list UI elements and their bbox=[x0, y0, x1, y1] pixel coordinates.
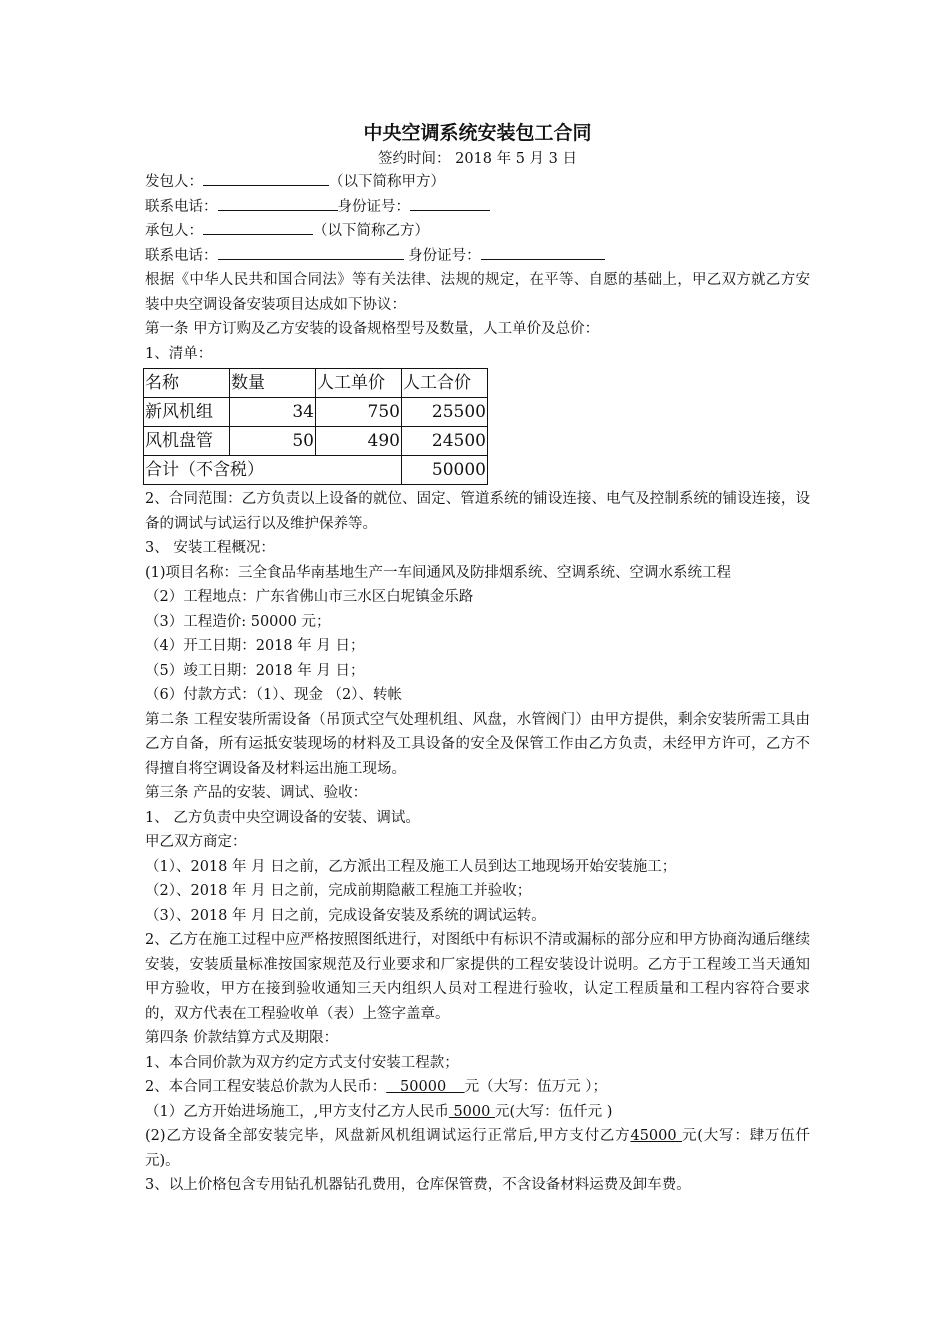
article-3-p3: 2、乙方在施工过程中应严格按照图纸进行，对图纸中有标识不清或漏标的部分应和甲方协商沟通后继续安装，安装质量标准按国家规范及行业要求和厂家提供的工程安装设计说明。乙方于工程竣工当天通知甲方验收，甲方在接到验收通知三天内组织人员对工程进行验收，认定工程质量和工程内容符合要求的，双方代表在工程验收单（表）上签字盖章。 bbox=[145, 932, 810, 1022]
total-price-words: 元（大写：伍万元 ）； bbox=[464, 1079, 607, 1095]
id-label: 身份证号： bbox=[337, 198, 410, 215]
article-3-heading: 第三条 产品的安装、调试、验收： bbox=[145, 785, 368, 801]
table-cell: 风机盘管 bbox=[144, 427, 230, 456]
list-label: 1、清单： bbox=[145, 345, 213, 362]
scope-paragraph: 2、合同范围：乙方负责以上设备的就位、固定、管道系统的铺设连接、电气及控制系统的铺设连接，设备的调试与试运行以及维护保养等。 bbox=[145, 491, 810, 532]
table-cell: 24500 bbox=[402, 427, 488, 456]
phone-label-2: 联系电话： bbox=[145, 247, 218, 264]
employer-suffix: （以下简称甲方） bbox=[329, 174, 445, 190]
article-4-heading: 第四条 价款结算方式及期限： bbox=[145, 1030, 339, 1046]
article-4-p4 bbox=[145, 1124, 810, 1173]
employer-phone-line bbox=[145, 195, 810, 220]
overview-item: （5）竣工日期：2018 年 月 日； bbox=[145, 662, 365, 679]
total-price-label: 2、本合同工程安装总价款为人民币： bbox=[145, 1079, 387, 1095]
overview-item: （4）开工日期：2018 年 月 日； bbox=[145, 638, 365, 654]
final-payment-label: (2)乙方设备全部安装完毕，风盘新风机组调试运行正常后,甲方支付乙方 bbox=[145, 1128, 631, 1144]
employer-blank bbox=[203, 171, 329, 186]
id-label-2: 身份证号： bbox=[403, 247, 481, 264]
contractor-label: 承包人： bbox=[145, 223, 203, 239]
table-total-row bbox=[144, 456, 488, 485]
employer-line bbox=[145, 170, 810, 195]
table-header-cell: 人工单价 bbox=[316, 369, 402, 398]
article-3-p2: 甲乙双方商定： bbox=[145, 834, 247, 850]
contractor-blank bbox=[203, 220, 313, 235]
first-payment-words: 元(大写：伍仟元 ) bbox=[494, 1103, 613, 1120]
table-header-cell: 名称 bbox=[144, 369, 230, 398]
article-3-p1: 1、 乙方负责中央空调设备的安装、调试。 bbox=[145, 809, 420, 826]
table-header-cell: 数量 bbox=[230, 369, 316, 398]
table-cell: 新风机组 bbox=[144, 398, 230, 427]
contract-title: 中央空调系统安装包工合同 bbox=[363, 122, 592, 144]
phone-blank-2 bbox=[218, 245, 404, 260]
table-row bbox=[144, 398, 488, 427]
total-price-amount: 50000 bbox=[386, 1079, 465, 1095]
table-cell: 34 bbox=[230, 398, 316, 427]
phone-label: 联系电话： bbox=[145, 198, 218, 215]
schedule-item: （3）、2018 年 月 日之前，完成设备安装及系统的调试运转。 bbox=[145, 907, 546, 924]
schedule-item: （2）、2018 年 月 日之前，完成前期隐蔽工程施工并验收； bbox=[145, 883, 532, 899]
final-payment-words: 元(大写：肆万伍仟元)。 bbox=[145, 1128, 810, 1169]
overview-item: （2）工程地点：广东省佛山市三水区白坭镇金乐路 bbox=[145, 589, 474, 605]
table-cell: 490 bbox=[316, 427, 402, 456]
article-4-p1: 1、本合同价款为双方约定方式支付安装工程款； bbox=[145, 1054, 459, 1071]
contractor-line bbox=[145, 219, 810, 244]
article-4-p5: 3、以上价格包含专用钻孔机器钻孔费用，仓库保管费，不含设备材料运费及卸车费。 bbox=[145, 1177, 691, 1193]
phone-blank bbox=[218, 196, 338, 211]
article-4-p2 bbox=[145, 1075, 810, 1100]
overview-label: 3、 安装工程概况： bbox=[145, 540, 275, 556]
table-header-cell: 人工合价 bbox=[402, 369, 488, 398]
overview-item: （3）工程造价: 50000 元； bbox=[145, 613, 331, 630]
total-value-cell: 50000 bbox=[402, 456, 488, 485]
final-payment-amount: 45000 bbox=[630, 1128, 682, 1144]
table-cell: 50 bbox=[230, 427, 316, 456]
equipment-table bbox=[143, 368, 488, 485]
first-payment-label: （1）乙方开始进场施工，,甲方支付乙方人民币 bbox=[145, 1103, 449, 1120]
table-header-row bbox=[144, 369, 488, 398]
sign-date: 签约时间： 2018 年 5 月 3 日 bbox=[377, 151, 577, 167]
employer-label: 发包人： bbox=[145, 174, 203, 190]
id-blank-2 bbox=[481, 245, 605, 260]
overview-item: (1)项目名称：三全食品华南基地生产一车间通风及防排烟系统、空调系统、空调水系统工程 bbox=[145, 564, 732, 581]
total-label-cell: 合计（不含税） bbox=[144, 456, 402, 485]
contractor-suffix: （以下简称乙方） bbox=[313, 223, 429, 239]
table-cell: 750 bbox=[316, 398, 402, 427]
schedule-item: （1）、2018 年 月 日之前，乙方派出工程及施工人员到达工地现场开始安装施工； bbox=[145, 858, 677, 875]
id-blank bbox=[410, 196, 490, 211]
article-1-heading: 第一条 甲方订购及乙方安装的设备规格型号及数量，人工单价及总价： bbox=[145, 321, 600, 337]
article-4-p3 bbox=[145, 1100, 810, 1125]
overview-item: （6）付款方式：（1）、现金 （2）、转帐 bbox=[145, 687, 403, 703]
table-cell: 25500 bbox=[402, 398, 488, 427]
intro-paragraph: 根据《中华人民共和国合同法》等有关法律、法规的规定，在平等、自愿的基础上，甲乙双方就乙方安装中央空调设备安装项目达成如下协议： bbox=[145, 272, 810, 313]
first-payment-amount: 5000 bbox=[448, 1103, 495, 1120]
table-row bbox=[144, 427, 488, 456]
contract-page bbox=[145, 118, 810, 1198]
article-2-paragraph: 第二条 工程安装所需设备（吊顶式空气处理机组、风盘，水管阀门）由甲方提供，剩余安装所需工具由乙方自备，所有运抵安装现场的材料及工具设备的安全及保管工作由乙方负责，未经甲方许可，乙方不得擅自将空调设备及材料运出施工现场。 bbox=[145, 711, 810, 777]
contractor-phone-line bbox=[145, 244, 810, 269]
